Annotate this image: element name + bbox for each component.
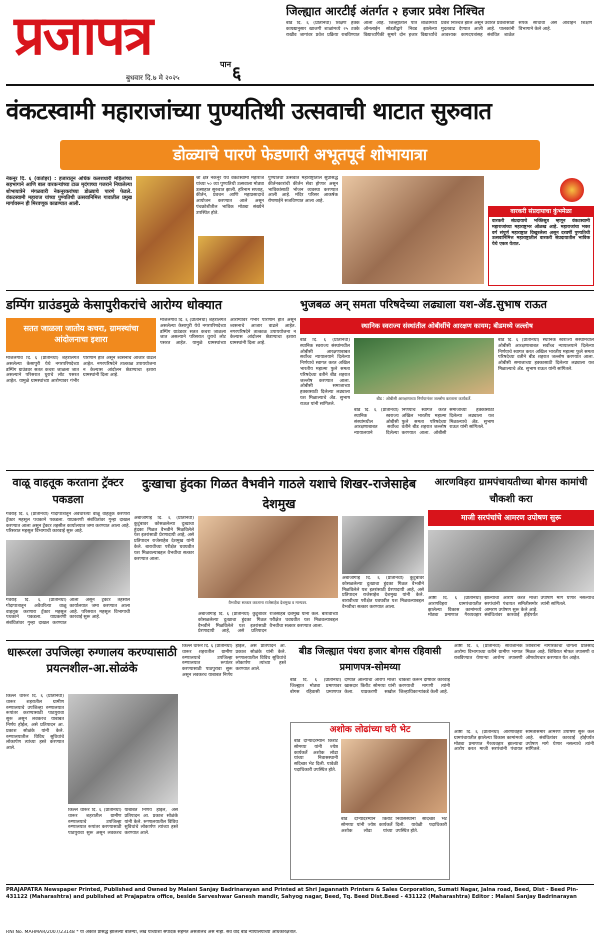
lead-body-col3: पुण्यतिथी उत्सवात महाराष्ट्रातील सुप्रसिद्ध कीर्तनकारांची कीर्तन सेवा होणार असून भाविकांसाठी भोजन व्यवस्था करण्यात आली आहे. मंदिर परिसर आकर्षक रोषणाईने सजविण्यात आला आहे.	[268, 176, 338, 205]
story3-caption: बीड : ओबीसी आरक्षणाच्या निर्णयानंतर जल्लोष करताना कार्यकर्ते.	[376, 396, 472, 401]
story8-sidebar-box	[290, 722, 450, 880]
story7-headline: धारूरला उपजिल्हा रुग्णालय करण्यासाठी प्रयत्नशील-आ.सोळंके	[7, 645, 177, 675]
story5-body-cont: अंबाजोगाई दि. ६ (प्रतिनिधी) कुटुंबावर कोसळलेल्या दुःखाचा हुंदका गिळत वैभवीने मिळविलेले यश इतरांसाठी प्रेरणादायी आहे, असे प्रतिपादन राजेसाहेब देशमुख यांनी केले. बारावीच्या परीक्षेत घवघवीत यश मिळवल्याबद्दल वैभवीचा सत्कार करण्यात आला.	[198, 612, 338, 635]
masthead-rule	[6, 84, 594, 86]
lead-sidebar-title: वारकरी संप्रदायाचा कुंभमेळा	[489, 207, 593, 217]
story6-headline: आरणविहरा ग्रामपंचायतीच्या बोगस कामांची चौकशी करा	[434, 477, 588, 505]
story7-body: किल्ले धारूर दि. ६ (प्रतिनिधी) धारूर शहरातील ग्रामीण रुग्णालयाचे उपजिल्हा रुग्णालयात रूपांतर करण्यासाठी पाठपुरावा सुरू असून लवकरच याबाबत निर्णय होईल, असे प्रतिपादन आ. प्रकाश सोळंके यांनी केले. रुग्णालयातील विविध सुविधांचे लोकार्पण त्यांच्या हस्ते करण्यात आले.	[6, 694, 64, 752]
rule-2	[6, 470, 594, 471]
story3-body: बीड दि. ६ (प्रतिनिधी) स्थानिक स्वराज्य संस्थांमधील ओबीसी आरक्षणाबाबत सर्वोच्च न्यायालयाने दिलेल्या निर्णयाचे स्वागत करत अखिल भारतीय महात्मा फुले समता परिषदेच्या वतीने बीड शहरात जल्लोष करण्यात आला. ओबीसी समाजाच्या हक्कासाठी दिलेल्या लढ्याला यश मिळाल्याचे ॲड. सुभाष राऊत यांनी सांगितले.	[300, 338, 350, 407]
story8-headline: बीड जिल्ह्यात पंधरा हजार बोगस रहिवासी प्रमाणपत्र-सोमय्या	[298, 646, 442, 673]
story5-photo-group	[342, 516, 424, 574]
story-rte-headline: जिल्ह्यात आरटीई अंतर्गत २ हजार प्रवेश निश्चित	[286, 4, 485, 18]
lead-subhead: डोळ्याचे पारणे फेडणारी अभूतपूर्व शोभायात्रा	[172, 145, 428, 164]
story4-body: गेवराई दि. ६ (प्रतिनिधी) गोदापात्रातून अवैधरित्या वाळू वाहतूक करणारा ट्रॅक्टर महसूल पथकाने पकडला. याप्रकरणी संबंधितांवर गुन्हा दाखल करण्यात आला असून ट्रॅक्टर तहसील कार्यालयात जमा करण्यात आला आहे. परिसरात महसूल विभागाची कारवाई सुरू आहे.	[6, 512, 130, 535]
lead-sidebar-body: वारकरी संप्रदायाचे भक्तिसूत्र म्हणून वंकटस्वामी महाराजांच्या महाराष्ट्रभर ओळख आहे. महाराजांचा भक्त वर्ग संपूर्ण महाराष्ट्रात विखुरलेला असून दरवर्षी पुण्यतिथी उत्सवानिमित्त महाराष्ट्रातील वारकरी संप्रदायातील भाविक येथे एकत्र येतात.	[492, 219, 590, 248]
story7-body-cont: किल्ले धारूर दि. ६ (प्रतिनिधी) धारूर शहरातील ग्रामीण रुग्णालयाचे उपजिल्हा रुग्णालयात रूपांतर करण्यासाठी पाठपुरावा सुरू असून लवकरच याबाबत निर्णय होईल, असे प्रतिपादन आ. प्रकाश सोळंके यांनी केले. रुग्णालयातील विविध सुविधांचे लोकार्पण त्यांच्या हस्ते करण्यात आले.	[68, 808, 178, 837]
story3-headline: भुजबळ अन् समता परिषदेच्या लढ्याला यश-ॲड.सुभाष राऊत	[300, 298, 547, 311]
lead-photo-procession-1	[136, 176, 194, 284]
rule-3	[6, 640, 594, 641]
lead-body-col2: श्री क्षेत्र नेकनूर येथे वंकटस्वामी महाराज यांच्या ५० व्या पुण्यतिथी उत्सवाला मोठ्या उत्साहात सुरुवात झाली. हरिनाम सप्ताह, कीर्तन, प्रवचन आणि महाप्रसादाचे आयोजन करण्यात आले असून पंचक्रोशीतील भाविक मोठ्या संख्येने उपस्थित होते.	[196, 176, 264, 216]
page-label: पान	[220, 60, 232, 69]
rule-1	[6, 290, 594, 291]
story8-sidebar-body: बीड दौऱ्यादरम्यान किरीट सोमय्या यांनी ज्येष्ठ कार्यकर्ते अशोक लोढा यांच्या निवासस्थानी सदिच्छा भेट दिली. यावेळी पदाधिकारी उपस्थित होते.	[294, 739, 338, 773]
footer-rule	[6, 884, 594, 885]
story6-body: आष्टी दि. ६ (प्रतिनिधी) आरणविहरा ग्रामपंचायतीत झालेल्या विकास कामांमध्ये मोठ्या प्रमाणात गैरव्यवहार झाल्याचा आरोप करत माजी सरपंचांनी पंचायत समितीसमोर आमरण उपोषण सुरू केले आहे. संबंधितांवर कारवाई होईपर्यंत उपोषण मागे घेणार नसल्याचे त्यांनी सांगितले.	[428, 596, 594, 619]
lead-sidebar-box	[488, 206, 594, 286]
story9-body: आष्टी दि. ६ (प्रतिनिधी) सार्वजनिक आरोग्य विभागाच्या वतीने ग्रामीण भागात राबविण्यात येणाऱ्या आरोग्य तपासणी शिबिरांना नागरिकांचा चांगला प्रतिसाद मिळत आहे. शिबिरात मोफत तपासणी व औषधोपचार करण्यात येत आहेत.	[454, 644, 594, 661]
story8-body: बीड दि. ६ (प्रतिनिधी) जिल्ह्यात मोठ्या प्रमाणावर बोगस रहिवासी प्रमाणपत्र देण्यात आल्याचा आरोप माजी खासदार किरीट सोमय्या यांनी केला. याप्रकरणी सखोल चौकशी करून दोषींवर कारवाई करण्याची मागणी त्यांनी जिल्हाधिकाऱ्यांकडे केली आहे.	[290, 678, 450, 695]
story-rte-body: बीड दि. ६ (प्रतिनिधी) शिक्षण हक्क कायद्यानुसार खाजगी शाळांमध्ये २५ टक्के राखीव जागांवर प्रवेश प्रक्रिया राबविण्यात आली आहे. जिल्ह्यातील पात्र शाळांमध्ये ऑनलाईन सोडतीद्वारे निवड झालेल्या विद्यार्थ्यांपैकी सुमारे दोन हजार विद्यार्थ्यांचे प्रवेश निश्चित झाले असून उर्वरित प्रवेशासाठी मुदतवाढ देण्यात आली आहे. पालकांनी आवश्यक कागदपत्रांसह संबंधित शाळेत संपर्क साधावा असे आवाहन शिक्षण विभागाने केले आहे.	[286, 21, 592, 38]
story-rte	[282, 4, 594, 82]
story8-photo-visit	[341, 739, 447, 813]
story4-body-cont: गेवराई दि. ६ (प्रतिनिधी) गोदापात्रातून अवैधरित्या वाळू वाहतूक करणारा ट्रॅक्टर महसूल पथकाने पकडला. याप्रकरणी संबंधितांवर गुन्हा दाखल करण्यात आला असून ट्रॅक्टर तहसील कार्यालयात जमा करण्यात आला आहे. परिसरात महसूल विभागाची कारवाई सुरू आहे.	[6, 598, 130, 627]
story3-kicker-bar	[300, 318, 594, 334]
lead-headline: वंकटस्वामी महाराजांच्या पुण्यतिथी उत्सवाची थाटात सुरुवात	[6, 97, 492, 125]
lead-body-intro: नेकनूर दि. ६ (वार्ताहर) : हजारातून अधिक कलशधारी महिलांच्या सहभागाने आणि बाल वारकऱ्यांच्या टाळ मृदंगाच्या गजराने निघालेल्या शोभायात्रेने मंगळवारी नेकनूरकरांच्या डोळ्याचे पारणे फेडले. वंकटस्वामी महाराज यांच्या पुण्यतिथी उत्सवानिमित्त गावातील प्रमुख मार्गावरून ही मिरवणूक काढण्यात आली.	[6, 176, 132, 208]
story2-body-cont: माजलगाव दि. ६ (प्रतिनिधी) शहरालगत असलेल्या केसापुरी येथे नगरपरिषदेच्या डम्पिंग ग्राउंडवर सतत कचरा जाळला जात असल्याने परिसरात धुराचे लोट पसरत आहेत. यामुळे ग्रामस्थांच्या आरोग्यावर गंभीर परिणाम होत असून श्वसनाचे आजार वाढले आहेत. नगरपरिषदेने तात्काळ उपाययोजना न केल्यास आंदोलन छेडण्याचा इशारा ग्रामस्थांनी दिला आहे.	[160, 318, 296, 347]
issue-date: बुधवार दि.७ मे २०२५	[126, 74, 180, 82]
story3-photo-rally	[354, 338, 494, 394]
story5-caption: वैभवीचा सत्कार करताना राजेसाहेब देशमुख व मान्यवर.	[228, 600, 308, 605]
masthead-title: प्रजापत्र	[14, 4, 152, 67]
story3-body-col3: बीड दि. ६ (प्रतिनिधी) स्थानिक स्वराज्य संस्थांमधील ओबीसी आरक्षणाबाबत सर्वोच्च न्यायालयाने दिलेल्या निर्णयाचे स्वागत करत अखिल भारतीय महात्मा फुले समता परिषदेच्या वतीने बीड शहरात जल्लोष करण्यात आला. ओबीसी समाजाच्या हक्कासाठी दिलेल्या लढ्याला यश मिळाल्याचे ॲड. सुभाष राऊत यांनी सांगितले.	[498, 338, 594, 372]
lead-subhead-banner	[60, 140, 540, 170]
story2-body: माजलगाव दि. ६ (प्रतिनिधी) शहरालगत असलेल्या केसापुरी येथे नगरपरिषदेच्या डम्पिंग ग्राउंडवर सतत कचरा जाळला जात असल्याने परिसरात धुराचे लोट पसरत आहेत. यामुळे ग्रामस्थांच्या आरोग्यावर गंभीर परिणाम होत असून श्वसनाचे आजार वाढले आहेत. नगरपरिषदेने तात्काळ उपाययोजना न केल्यास आंदोलन छेडण्याचा इशारा ग्रामस्थांनी दिला आहे.	[6, 356, 156, 385]
story7-body-col3: किल्ले धारूर दि. ६ (प्रतिनिधी) धारूर शहरातील ग्रामीण रुग्णालयाचे उपजिल्हा रुग्णालयात रूपांतर करण्यासाठी पाठपुरावा सुरू असून लवकरच याबाबत निर्णय होईल, असे प्रतिपादन आ. प्रकाश सोळंके यांनी केले. रुग्णालयातील विविध सुविधांचे लोकार्पण त्यांच्या हस्ते करण्यात आले.	[182, 644, 286, 678]
story3-kicker: स्थानिक स्वराज्य संस्थांतील ओबीसींचे आरक्षण कायम; बीडमध्ये जल्लोष	[361, 322, 533, 330]
footer-legal: RNI No. MAHMAR/2007/23148 * या अंकात प्रसिद्ध झालेल्या बातम्या, लेख यांच्याशी संपादक सहमत असतीलच असे नाही. सर्व वाद बीड न्यायालयाच्या अधिकारक्षेत्रात.	[6, 930, 298, 935]
story2-headline: डम्पिंग ग्राउंडमुळे केसापुरीकरांचे आरोग्य धोक्यात	[6, 297, 222, 312]
story8-sidebar-title: अशोक लोढांच्या घरी भेट	[329, 725, 411, 735]
story4-headline: वाळू वाहतूक करताना ट्रॅक्टर पकडला	[12, 476, 124, 506]
story5-body-col3: अंबाजोगाई दि. ६ (प्रतिनिधी) कुटुंबावर कोसळलेल्या दुःखाचा हुंदका गिळत वैभवीने मिळविलेले यश इतरांसाठी प्रेरणादायी आहे, असे प्रतिपादन राजेसाहेब देशमुख यांनी केले. बारावीच्या परीक्षेत घवघवीत यश मिळवल्याबद्दल वैभवीचा सत्कार करण्यात आला.	[342, 576, 424, 610]
story5-body: अंबाजोगाई दि. ६ (प्रतिनिधी) कुटुंबावर कोसळलेल्या दुःखाचा हुंदका गिळत वैभवीने मिळविलेले यश इतरांसाठी प्रेरणादायी आहे, असे प्रतिपादन राजेसाहेब देशमुख यांनी केले. बारावीच्या परीक्षेत घवघवीत यश मिळवल्याबद्दल वैभवीचा सत्कार करण्यात आला.	[134, 516, 194, 562]
story2-kicker: सतत जाळला जातोय कचरा, ग्रामस्थांचा आंदोलनाचा इशारा	[23, 324, 139, 344]
story5-photo-felicitation	[198, 516, 338, 598]
masthead	[6, 4, 274, 84]
lead-photo-procession-3	[342, 176, 484, 284]
story6-kicker: माजी सरपंचांचे आमरण उपोषण सुरू	[461, 513, 561, 522]
footer-imprint: PRAJAPATRA Newspaper Printed, Published and Owned by Malani Sanjay Badrinarayan and Printed at Shri Jagannath Printers & Sales Corporation, Sumati Nagar, Jalna road, Beed, Dist - Beed Pin- 431122 (Maharashtra) and published at Prajapatra office, beside Sarveshwar Ganesh mandir, Sahyog nagar, Beed, Tq. Beed Dist.Beed - 431122 (Maharashtra) Editor : Malani Sanjay Badrinarayan	[6, 887, 579, 900]
story5-headline: दुःखाचा हुंदका गिळत वैभवीने गाठले यशाचे शिखर-राजेसाहेब देशमुख	[141, 476, 417, 511]
story6-kicker-bar	[428, 510, 594, 526]
story6-photo-protest	[428, 530, 594, 592]
story3-body-cont: बीड दि. ६ (प्रतिनिधी) स्थानिक स्वराज्य संस्थांमधील ओबीसी आरक्षणाबाबत सर्वोच्च न्यायालयाने दिलेल्या निर्णयाचे स्वागत करत अखिल भारतीय महात्मा फुले समता परिषदेच्या वतीने बीड शहरात जल्लोष करण्यात आला. ओबीसी समाजाच्या हक्कासाठी दिलेल्या लढ्याला यश मिळाल्याचे ॲड. सुभाष राऊत यांनी सांगितले.	[354, 408, 494, 437]
lead-photo-procession-2	[198, 236, 264, 284]
lamp-icon	[560, 178, 584, 202]
story8-sidebar-body-cont: बीड दौऱ्यादरम्यान किरीट सोमय्या यांनी ज्येष्ठ कार्यकर्ते अशोक लोढा यांच्या निवासस्थानी सदिच्छा भेट दिली. यावेळी पदाधिकारी उपस्थित होते.	[341, 817, 447, 834]
story4-photo-tractor	[6, 540, 130, 596]
page-number: ६	[232, 63, 242, 84]
story2-kicker-box	[6, 318, 156, 352]
story6-body-cont: आष्टी दि. ६ (प्रतिनिधी) आरणविहरा ग्रामपंचायतीत झालेल्या विकास कामांमध्ये मोठ्या प्रमाणात गैरव्यवहार झाल्याचा आरोप करत माजी सरपंचांनी पंचायत समितीसमोर आमरण उपोषण सुरू केले आहे. संबंधितांवर कारवाई होईपर्यंत उपोषण मागे घेणार नसल्याचे त्यांनी सांगितले.	[454, 730, 594, 753]
story7-photo-inauguration	[68, 694, 178, 804]
